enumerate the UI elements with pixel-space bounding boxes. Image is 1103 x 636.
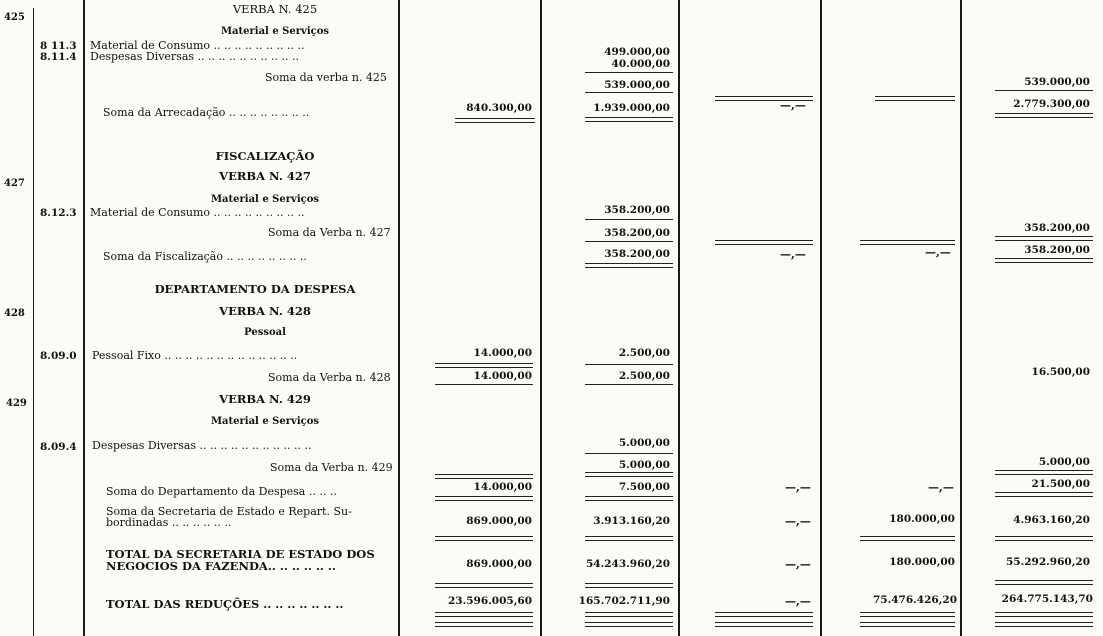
secretaria-col3: 3.913.160,20	[593, 515, 670, 527]
verba-427-item-code: 8.12.3	[40, 207, 77, 219]
total-reducoes-col5: 75.476.426,20	[872, 594, 957, 606]
rule-line	[860, 536, 955, 541]
rule-line	[435, 612, 533, 617]
fiscalizacao-soma-col4: —,—	[780, 248, 806, 261]
total-secretaria-col4: —,—	[785, 558, 811, 571]
departamento-heading: DEPARTAMENTO DA DESPESA	[154, 282, 356, 296]
verba-428-title: VERBA N. 428	[219, 304, 311, 318]
departamento-soma-col3: 7.500,00	[618, 481, 670, 493]
rule-line	[455, 118, 535, 123]
verba-427-soma-total: 358.200,00	[1024, 222, 1090, 234]
rule-code	[83, 0, 85, 636]
rule-line	[995, 236, 1093, 241]
total-secretaria-col2: 869.000,00	[466, 558, 532, 570]
verba-425-soma-total: 539.000,00	[1024, 76, 1090, 88]
verba-427-soma-col3: 358.200,00	[604, 227, 670, 239]
rule-col4	[820, 0, 822, 636]
rule-line	[585, 472, 673, 477]
rule-line	[995, 622, 1093, 627]
verba-425-item1-code: 8 11.3	[40, 40, 77, 52]
rule-line	[435, 622, 533, 627]
rule-line	[585, 219, 673, 220]
rule-line	[715, 96, 813, 101]
verba-428-soma-col2: 14.000,00	[473, 370, 532, 382]
departamento-soma-col4: —,—	[785, 481, 811, 494]
fiscalizacao-soma-col5: —,—	[925, 246, 951, 259]
rule-line	[585, 612, 673, 617]
verba-427-mark: 427	[4, 178, 25, 189]
rule-line	[435, 496, 533, 501]
total-secretaria-label-line2: NEGOCIOS DA FAZENDA.. .. .. .. .. ..	[106, 559, 336, 573]
departamento-soma-col5: —,—	[928, 481, 954, 494]
total-secretaria-col3: 54.243.960,20	[585, 558, 670, 570]
verba-429-item-label: Despesas Diversas .. .. .. .. .. .. .. .. .. .. ..	[92, 439, 312, 452]
rule-line	[585, 263, 673, 268]
fiscalizacao-heading: FISCALIZAÇÃO	[215, 149, 315, 163]
rule-col3	[678, 0, 680, 636]
verba-425-item2-col3: 40.000,00	[611, 58, 670, 70]
verba-427-item-label: Material de Consumo .. .. .. .. .. .. .. .. ..	[90, 206, 305, 219]
rule-line	[435, 474, 533, 479]
rule-line	[860, 612, 955, 617]
rule-line	[995, 536, 1093, 541]
departamento-soma-label: Soma do Departamento da Despesa .. .. ..	[106, 485, 337, 498]
total-reducoes-total: 264.775.143,70	[1001, 593, 1093, 605]
total-secretaria-label-line1: TOTAL DA SECRETARIA DE ESTADO DOS	[106, 547, 375, 561]
secretaria-label-line2: bordinadas .. .. .. .. .. ..	[106, 516, 232, 529]
verba-425-item1-label: Material de Consumo .. .. .. .. .. .. .. .. ..	[90, 39, 305, 52]
total-reducoes-col4: —,—	[785, 595, 811, 608]
arrecadacao-col2: 840.300,00	[466, 102, 532, 114]
secretaria-total: 4.963.160,20	[1013, 514, 1090, 526]
verba-428-soma-label: Soma da Verba n. 428	[268, 371, 391, 384]
rule-col2	[540, 0, 542, 636]
verba-429-soma-label: Soma da Verba n. 429	[270, 461, 393, 474]
rule-line	[995, 470, 1093, 475]
verba-427-title: VERBA N. 427	[219, 169, 311, 183]
verba-428-item-code: 8.09.0	[40, 350, 77, 362]
rule-line	[585, 117, 673, 122]
verba-427-subtitle: Material e Serviços	[210, 194, 320, 205]
secretaria-label-line1: Soma da Secretaria de Estado e Repart. Su-	[106, 505, 352, 518]
rule-line	[585, 364, 673, 365]
verba-425-soma-label: Soma da verba n. 425	[265, 71, 387, 84]
rule-line	[435, 583, 533, 588]
rule-line	[995, 258, 1093, 263]
rule-col5	[960, 0, 962, 636]
verba-425-soma-col3: 539.000,00	[604, 79, 670, 91]
departamento-soma-col2: 14.000,00	[473, 481, 532, 493]
secretaria-col5: 180.000,00	[889, 513, 955, 525]
rule-line	[585, 92, 673, 93]
verba-427-soma-label: Soma da Verba n. 427	[268, 226, 391, 239]
rule-line	[585, 622, 673, 627]
secretaria-col4: —,—	[785, 515, 811, 528]
verba-429-title: VERBA N. 429	[219, 392, 311, 406]
rule-line	[585, 536, 673, 541]
verba-428-soma-total: 16.500,00	[1031, 366, 1090, 378]
rule-line	[715, 240, 813, 245]
verba-429-mark: 429	[6, 398, 27, 409]
rule-line	[860, 240, 955, 245]
secretaria-col2: 869.000,00	[466, 515, 532, 527]
arrecadacao-col4: —,—	[780, 99, 806, 112]
arrecadacao-label: Soma da Arrecadação .. .. .. .. .. .. .. ..	[103, 106, 310, 119]
verba-428-mark: 428	[4, 308, 25, 319]
verba-428-item-label: Pessoal Fixo .. .. .. .. .. .. .. .. .. .. .. .. ..	[92, 349, 298, 362]
rule-line	[995, 90, 1093, 91]
rule-line	[715, 612, 813, 617]
fiscalizacao-soma-col3: 358.200,00	[604, 248, 670, 260]
total-secretaria-total: 55.292.960,20	[1005, 556, 1090, 568]
verba-425-item2-code: 8.11.4	[40, 51, 77, 63]
verba-425-subtitle: Material e Serviços	[220, 26, 330, 37]
verba-428-item-col2: 14.000,00	[473, 347, 532, 359]
rule-line	[995, 492, 1093, 497]
rule-line	[715, 622, 813, 627]
rule-line	[435, 384, 533, 385]
total-secretaria-col5: 180.000,00	[889, 556, 955, 568]
rule-line	[585, 453, 673, 454]
rule-line	[585, 384, 673, 385]
rule-line	[860, 622, 955, 627]
rule-line	[995, 580, 1093, 585]
total-reducoes-label: TOTAL DAS REDUÇÕES .. .. .. .. .. .. ..	[106, 597, 344, 611]
verba-428-item-col3: 2.500,00	[618, 347, 670, 359]
rule-line	[875, 96, 955, 101]
fiscalizacao-soma-total: 358.200,00	[1024, 244, 1090, 256]
rule-line	[995, 113, 1093, 118]
verba-429-soma-col3: 5.000,00	[618, 459, 670, 471]
verba-429-soma-total: 5.000,00	[1038, 456, 1090, 468]
rule-line	[585, 72, 673, 73]
rule-line	[435, 536, 533, 541]
rule-line	[585, 241, 673, 242]
verba-425-title: VERBA N. 425	[232, 2, 318, 16]
verba-428-subtitle: Pessoal	[244, 327, 286, 338]
rule-line	[995, 612, 1093, 617]
verba-425-item1-col3: 499.000,00	[604, 46, 670, 58]
verba-429-item-col3: 5.000,00	[618, 437, 670, 449]
verba-425-item2-label: Despesas Diversas .. .. .. .. .. .. .. .. .. ..	[90, 50, 299, 63]
rule-line	[585, 496, 673, 501]
verba-427-item-col3: 358.200,00	[604, 204, 670, 216]
arrecadacao-col3: 1.939.000,00	[593, 102, 670, 114]
verba-428-soma-col3: 2.500,00	[618, 370, 670, 382]
fiscalizacao-soma-label: Soma da Fiscalização .. .. .. .. .. .. .. ..	[103, 250, 307, 263]
rule-line	[435, 363, 533, 368]
verba-429-subtitle: Material e Serviços	[210, 416, 320, 427]
verba-425-mark: 425	[4, 12, 25, 23]
total-reducoes-col2: 23.596.005,60	[447, 595, 532, 607]
rule-line	[585, 583, 673, 588]
rule-desc	[398, 0, 400, 636]
total-reducoes-col3: 165.702.711,90	[578, 595, 670, 607]
departamento-soma-total: 21.500,00	[1031, 478, 1090, 490]
rule-left	[33, 8, 34, 636]
verba-429-item-code: 8.09.4	[40, 441, 77, 453]
arrecadacao-total: 2.779.300,00	[1013, 98, 1090, 110]
